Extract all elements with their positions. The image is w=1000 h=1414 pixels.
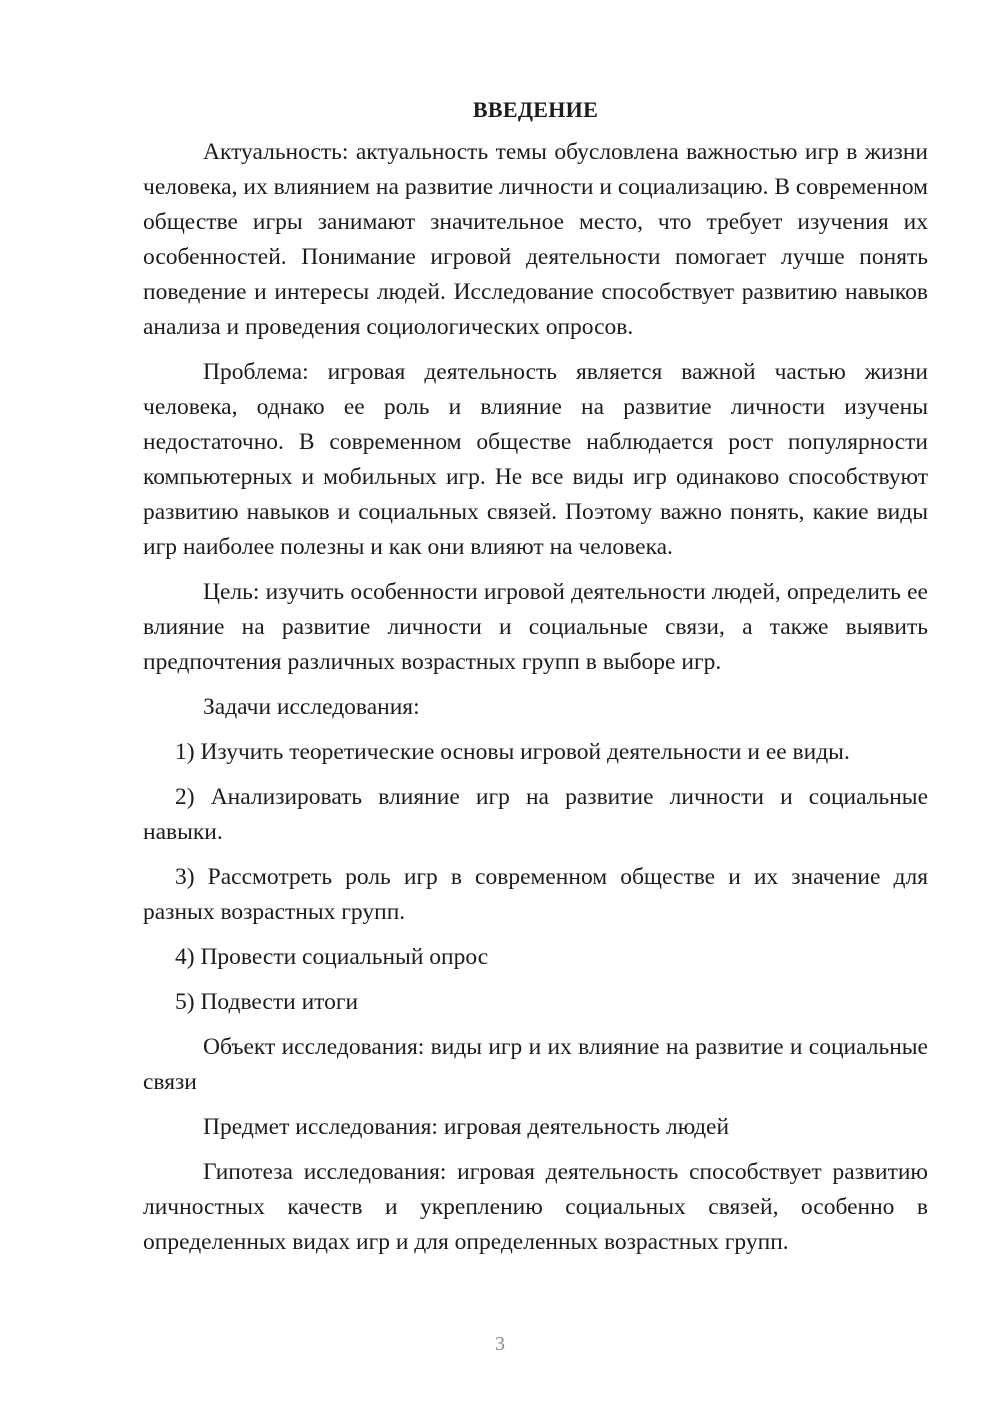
page-content xyxy=(143,95,928,1270)
goal-paragraph: Цель: изучить особенности игровой деятельности людей, определить ее влияние на развитие личности и социальные связи, а также выявить предпочтения различных возрастных групп в выборе игр. xyxy=(143,579,928,675)
task-item-1: 1) Изучить теоретические основы игровой деятельности и ее виды. xyxy=(175,739,850,765)
task-item-2: 2) Анализировать влияние игр на развитие личности и социальные навыки. xyxy=(143,784,928,845)
object-paragraph: Объект исследования: виды игр и их влияние на развитие и социальные связи xyxy=(143,1034,928,1095)
hypothesis-paragraph: Гипотеза исследования: игровая деятельность способствует развитию личностных качеств и укреплению социальных связей, особенно в определенных видах игр и для определенных возрастных групп. xyxy=(143,1159,928,1255)
task-item-3: 3) Рассмотреть роль игр в современном обществе и их значение для разных возрастных групп. xyxy=(143,864,928,925)
section-title: ВВЕДЕНИЕ xyxy=(472,97,599,122)
task-item-4: 4) Провести социальный опрос xyxy=(175,944,489,970)
task-item-5: 5) Подвести итоги xyxy=(175,989,359,1015)
tasks-heading: Задачи исследования: xyxy=(203,694,420,720)
problem-paragraph: Проблема: игровая деятельность является важной частью жизни человека, однако ее роль и влияние на развитие личности изучены недостаточно. В современном обществе наблюдается рост популярности компьютерных и мобильных игр. Не все виды игр одинаково способствуют развитию навыков и социальных связей. Поэтому важно понять, какие виды игр наиболее полезны и как они влияют на человека. xyxy=(143,359,928,560)
subject-paragraph: Предмет исследования: игровая деятельность людей xyxy=(203,1114,730,1140)
page-number: 3 xyxy=(495,1333,505,1355)
relevance-paragraph: Актуальность: актуальность темы обусловлена важностью игр в жизни человека, их влиянием на развитие личности и социализацию. В современном обществе игры занимают значительное место, что требует изучения их особенностей. Понимание игровой деятельности помогает лучше понять поведение и интересы людей. Исследование способствует развитию навыков анализа и проведения социологических опросов. xyxy=(143,139,928,340)
